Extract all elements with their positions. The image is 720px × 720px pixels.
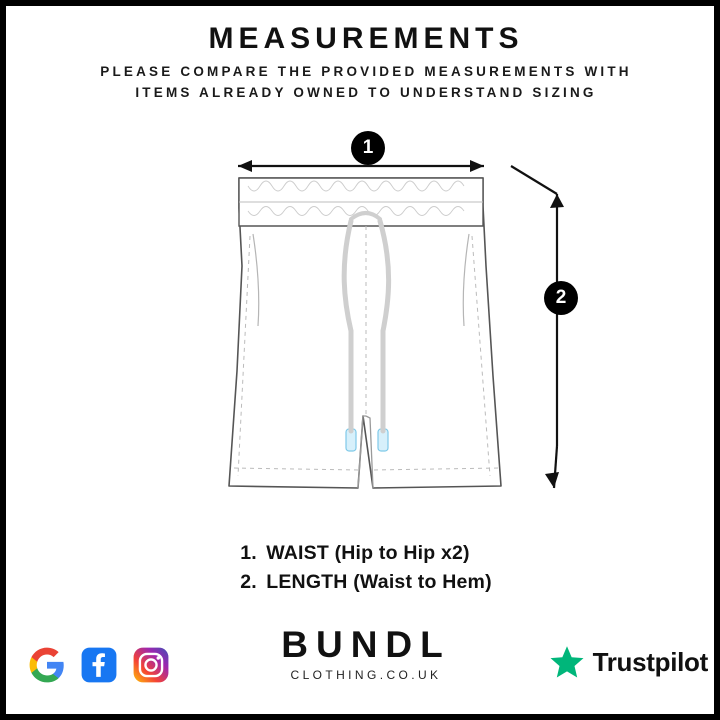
brand-name: BUNDL [281,624,451,665]
page-subtitle-line2: ITEMS ALREADY OWNED TO UNDERSTAND SIZING [135,84,597,100]
shorts-illustration [6,116,720,516]
brand-subtitle: CLOTHING.CO.UK [290,668,442,682]
trustpilot-star-icon [549,644,585,680]
legend-item-length [240,568,492,597]
legend-number-1: 1. [240,542,257,564]
measure-badge-2: 2 [544,281,578,315]
trustpilot-label: Trustpilot [592,646,708,677]
legend-text-1: WAIST (Hip to Hip x2) [266,542,470,564]
shorts-diagram [6,116,720,516]
page-subtitle-line1: PLEASE COMPARE THE PROVIDED MEASUREMENTS WITH [100,64,632,79]
legend-text-2: LENGTH (Waist to Hem) [266,571,492,594]
measure-badge-1: 1 [351,131,385,165]
measurement-legend [6,539,720,598]
footer [6,614,720,700]
page-title: MEASUREMENTS [208,22,524,55]
header [6,22,720,104]
waistband [239,178,483,226]
page-subtitle [6,62,720,104]
legend-item-waist [240,539,492,568]
length-measure-arrow [511,166,564,488]
legend-number-2: 2. [240,571,257,594]
trustpilot-logo[interactable] [549,644,708,680]
